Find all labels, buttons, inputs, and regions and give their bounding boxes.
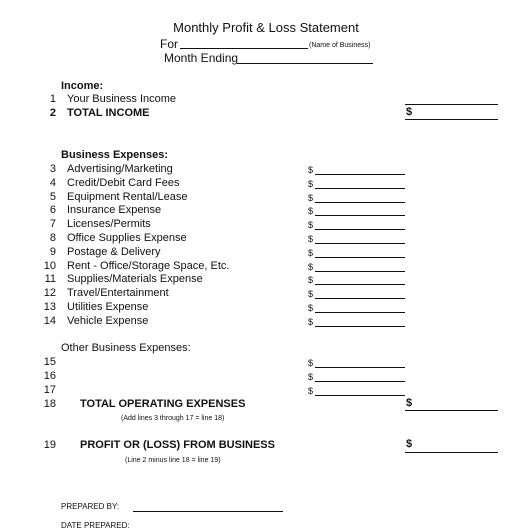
- total-income-label: TOTAL INCOME: [67, 107, 150, 119]
- other-expense-dollar: $: [308, 385, 314, 396]
- expense-amount-field[interactable]: [315, 202, 405, 203]
- expense-amount-field[interactable]: [315, 215, 405, 216]
- total-income-dollar: $: [406, 106, 413, 118]
- expense-amount-field[interactable]: [315, 298, 405, 299]
- expense-label: Rent - Office/Storage Space, Etc.: [67, 259, 230, 272]
- prepared-by-field[interactable]: [133, 511, 283, 512]
- row-number: 7: [49, 218, 56, 231]
- other-expense-amount-field[interactable]: [315, 367, 405, 368]
- expense-label: Advertising/Marketing: [67, 163, 173, 175]
- expense-label: Insurance Expense: [67, 204, 162, 217]
- expense-dollar: $: [308, 220, 314, 231]
- row-number: 4: [49, 176, 56, 189]
- expense-label: Vehicle Expense: [67, 314, 149, 327]
- row-number: 2: [49, 107, 56, 119]
- expense-dollar: $: [308, 206, 314, 217]
- expense-dollar: $: [308, 247, 314, 258]
- expense-dollar: $: [308, 316, 314, 327]
- row-number: 6: [49, 204, 56, 217]
- row-number: 12: [43, 287, 56, 300]
- other-expense-amount-field[interactable]: [315, 381, 405, 382]
- total-operating-label: TOTAL OPERATING EXPENSES: [80, 398, 246, 410]
- date-prepared-label: DATE PREPARED:: [61, 521, 130, 530]
- expense-label: Utilities Expense: [67, 301, 149, 313]
- expense-amount-field[interactable]: [315, 312, 405, 313]
- income-heading: Income:: [61, 80, 104, 92]
- expense-dollar: $: [308, 289, 314, 300]
- expense-amount-field[interactable]: [315, 326, 405, 327]
- profit-loss-dollar: $: [406, 438, 413, 450]
- total-operating-field[interactable]: [405, 410, 498, 411]
- profit-loss-label: PROFIT OR (LOSS) FROM BUSINESS: [80, 439, 275, 451]
- month-ending-label: Month Ending: [164, 51, 239, 65]
- total-operating-dollar: $: [406, 397, 413, 409]
- other-expense-dollar: $: [308, 371, 314, 382]
- expense-dollar: $: [308, 275, 314, 286]
- row-number: 14: [43, 314, 56, 327]
- expense-amount-field[interactable]: [315, 243, 405, 244]
- business-name-field[interactable]: [180, 48, 308, 49]
- other-expense-dollar: $: [308, 358, 314, 368]
- expense-amount-field[interactable]: [315, 284, 405, 285]
- row-number: 17: [43, 383, 56, 396]
- other-expenses-heading: Other Business Expenses:: [61, 342, 191, 354]
- row-number: 10: [43, 259, 56, 272]
- row-number: 13: [43, 301, 56, 313]
- business-expenses-heading: Business Expenses:: [61, 149, 168, 161]
- expense-dollar: $: [308, 234, 314, 244]
- for-label: For: [160, 37, 178, 51]
- row-number: 3: [49, 163, 56, 175]
- income-field[interactable]: [405, 104, 498, 105]
- expense-amount-field[interactable]: [315, 271, 405, 272]
- expense-label: Equipment Rental/Lease: [67, 190, 188, 203]
- total-income-field[interactable]: [405, 119, 498, 120]
- other-expense-amount-field[interactable]: [315, 395, 405, 396]
- row-number: 19: [43, 439, 56, 451]
- expense-dollar: $: [308, 192, 314, 203]
- business-name-note: (Name of Business): [309, 42, 371, 49]
- row-number: 9: [49, 245, 56, 258]
- expense-label: Office Supplies Expense: [67, 232, 187, 244]
- expense-label: Credit/Debit Card Fees: [67, 176, 180, 189]
- expense-dollar: $: [308, 178, 314, 189]
- income-label: Your Business Income: [67, 93, 177, 105]
- expense-amount-field[interactable]: [315, 257, 405, 258]
- expense-dollar: $: [308, 261, 314, 272]
- row-number: 11: [44, 273, 56, 286]
- row-number: 1: [49, 93, 56, 105]
- profit-loss-note: (Line 2 minus line 18 = line 19): [125, 457, 221, 464]
- row-number: 18: [43, 398, 56, 410]
- expense-label: Postage & Delivery: [67, 245, 161, 258]
- prepared-by-label: PREPARED BY:: [61, 502, 120, 511]
- expense-amount-field[interactable]: [315, 229, 405, 230]
- expense-dollar: $: [308, 165, 314, 175]
- page-title: Monthly Profit & Loss Statement: [173, 20, 359, 35]
- expense-label: Travel/Entertainment: [67, 287, 169, 300]
- profit-loss-field[interactable]: [405, 452, 498, 453]
- row-number: 16: [43, 369, 56, 382]
- expense-label: Supplies/Materials Expense: [67, 273, 203, 286]
- row-number: 15: [43, 356, 56, 368]
- expense-amount-field[interactable]: [315, 188, 405, 189]
- expense-amount-field[interactable]: [315, 174, 405, 175]
- row-number: 5: [49, 190, 56, 203]
- row-number: 8: [49, 232, 56, 244]
- expense-label: Licenses/Permits: [67, 218, 151, 231]
- month-ending-field[interactable]: [237, 63, 373, 64]
- total-operating-note: (Add lines 3 through 17 = line 18): [121, 415, 225, 422]
- expense-dollar: $: [308, 303, 314, 313]
